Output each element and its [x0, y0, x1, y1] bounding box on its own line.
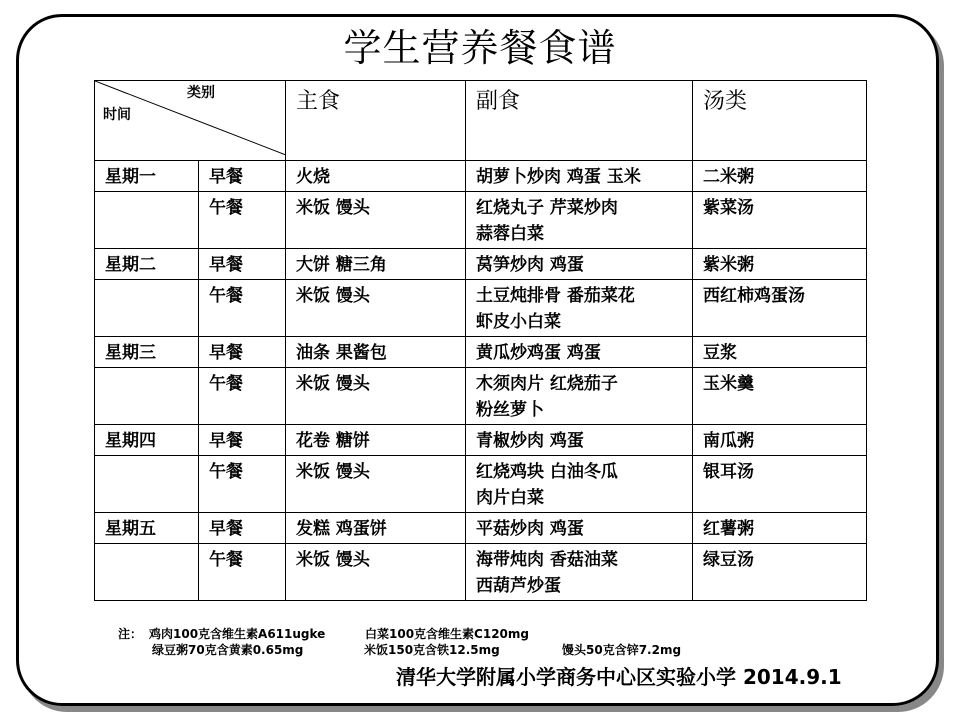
soup-cell: [693, 425, 867, 456]
soup-cell-text: 玉米羹: [703, 374, 754, 394]
table-header-row: [95, 81, 867, 161]
staple-cell-text: 米饭 馒头: [296, 462, 370, 482]
meal-cell-text: 早餐: [209, 431, 243, 451]
side-cell-text: 红烧丸子 芹菜炒肉: [476, 198, 618, 218]
day-cell: [95, 337, 199, 368]
soup-cell-text: 西红柿鸡蛋汤: [703, 286, 805, 306]
note-cabbage: 白菜100克含维生素C120mg: [365, 627, 529, 641]
soup-cell-text: 银耳汤: [703, 462, 754, 482]
meal-cell: [199, 249, 286, 280]
meal-cell-text: 早餐: [209, 167, 243, 187]
time-label: 时间: [103, 107, 131, 123]
table-row: [95, 513, 867, 544]
staple-cell: [286, 192, 466, 249]
meal-cell: [199, 513, 286, 544]
side-cell: [466, 161, 693, 192]
day-cell: [95, 249, 199, 280]
table-row: [95, 544, 867, 601]
side-cell-line2: 肉片白菜: [476, 488, 544, 508]
page-title: 学生营养餐食谱: [343, 26, 617, 70]
soup-cell: [693, 161, 867, 192]
side-cell-line2: 西葫芦炒蛋: [476, 576, 561, 596]
side-cell: [466, 192, 693, 249]
table-row: [95, 280, 867, 337]
day-cell: [95, 280, 199, 337]
side-cell: [466, 425, 693, 456]
meal-cell-text: 早餐: [209, 255, 243, 275]
soup-cell: [693, 368, 867, 425]
meal-cell-text: 午餐: [209, 550, 243, 570]
day-cell-text: 星期二: [105, 255, 156, 275]
side-cell-line2: 粉丝萝卜: [476, 400, 544, 420]
note-chicken: 鸡肉100克含维生素A611ugke: [149, 627, 326, 641]
day-cell-text: 星期一: [105, 167, 156, 187]
side-cell: [466, 513, 693, 544]
soup-cell: [693, 249, 867, 280]
staple-cell: [286, 368, 466, 425]
meal-cell: [199, 280, 286, 337]
side-cell-text: 黄瓜炒鸡蛋 鸡蛋: [476, 343, 601, 363]
side-cell: [466, 456, 693, 513]
side-cell-text: 土豆炖排骨 番茄菜花: [476, 286, 635, 306]
soup-cell-text: 绿豆汤: [703, 550, 754, 570]
column-header-staple: 主食: [286, 81, 466, 161]
meal-cell: [199, 337, 286, 368]
table-row: [95, 368, 867, 425]
soup-cell: [693, 544, 867, 601]
table-row: [95, 425, 867, 456]
staple-cell: [286, 280, 466, 337]
table-row: [95, 249, 867, 280]
corner-header-cell: [95, 81, 286, 161]
staple-cell-text: 米饭 馒头: [296, 198, 370, 218]
side-cell-text: 青椒炒肉 鸡蛋: [476, 431, 584, 451]
note-mungbean: 绿豆粥70克含黄素0.65mg: [152, 643, 304, 657]
side-cell-line2: 蒜蓉白菜: [476, 224, 544, 244]
day-cell-text: 星期三: [105, 343, 156, 363]
soup-cell: [693, 513, 867, 544]
soup-cell-text: 紫菜汤: [703, 198, 754, 218]
meal-cell: [199, 544, 286, 601]
menu-body: [95, 161, 867, 601]
note-bun: 馒头50克含锌7.2mg: [562, 643, 682, 657]
table-row: [95, 192, 867, 249]
day-cell-text: 星期四: [105, 431, 156, 451]
soup-cell-text: 紫米粥: [703, 255, 754, 275]
staple-cell: [286, 513, 466, 544]
day-cell-text: 星期五: [105, 519, 156, 539]
meal-cell: [199, 456, 286, 513]
side-cell-text: 木须肉片 红烧茄子: [476, 374, 618, 394]
side-cell-line2: 虾皮小白菜: [476, 312, 561, 332]
soup-cell-text: 二米粥: [703, 167, 754, 187]
staple-cell-text: 米饭 馒头: [296, 374, 370, 394]
day-cell: [95, 161, 199, 192]
school-footer: 清华大学附属小学商务中心区实验小学 2014.9.1: [396, 665, 842, 689]
day-cell: [95, 456, 199, 513]
soup-cell-text: 南瓜粥: [703, 431, 754, 451]
meal-cell: [199, 192, 286, 249]
side-cell-text: 莴笋炒肉 鸡蛋: [476, 255, 584, 275]
side-cell: [466, 337, 693, 368]
side-cell-text: 胡萝卜炒肉 鸡蛋 玉米: [476, 167, 641, 187]
soup-cell-text: 豆浆: [703, 343, 737, 363]
staple-cell-text: 发糕 鸡蛋饼: [296, 519, 387, 539]
side-cell-text: 红烧鸡块 白油冬瓜: [476, 462, 618, 482]
soup-cell-text: 红薯粥: [703, 519, 754, 539]
table-row: [95, 337, 867, 368]
meal-cell: [199, 368, 286, 425]
staple-cell-text: 花卷 糖饼: [296, 431, 370, 451]
table-row: [95, 161, 867, 192]
day-cell: [95, 192, 199, 249]
column-header-side: 副食: [466, 81, 693, 161]
note-rice: 米饭150克含铁12.5mg: [364, 643, 500, 657]
staple-cell-text: 火烧: [296, 167, 330, 187]
side-cell: [466, 280, 693, 337]
staple-cell-text: 油条 果酱包: [296, 343, 387, 363]
notes-prefix: 注：: [118, 627, 143, 641]
soup-cell: [693, 192, 867, 249]
staple-cell: [286, 161, 466, 192]
day-cell: [95, 425, 199, 456]
staple-cell: [286, 456, 466, 513]
menu-table: [94, 80, 867, 601]
meal-cell-text: 早餐: [209, 519, 243, 539]
side-cell-text: 平菇炒肉 鸡蛋: [476, 519, 584, 539]
meal-cell-text: 早餐: [209, 343, 243, 363]
side-cell: [466, 368, 693, 425]
meal-cell: [199, 161, 286, 192]
meal-cell-text: 午餐: [209, 374, 243, 394]
meal-cell-text: 午餐: [209, 286, 243, 306]
day-cell: [95, 368, 199, 425]
column-header-soup: 汤类: [693, 81, 867, 161]
side-cell: [466, 249, 693, 280]
staple-cell: [286, 337, 466, 368]
staple-cell-text: 大饼 糖三角: [296, 255, 387, 275]
day-cell: [95, 513, 199, 544]
meal-cell-text: 午餐: [209, 462, 243, 482]
meal-cell-text: 午餐: [209, 198, 243, 218]
day-cell: [95, 544, 199, 601]
staple-cell: [286, 249, 466, 280]
soup-cell: [693, 337, 867, 368]
staple-cell-text: 米饭 馒头: [296, 550, 370, 570]
soup-cell: [693, 280, 867, 337]
meal-cell: [199, 425, 286, 456]
staple-cell: [286, 544, 466, 601]
soup-cell: [693, 456, 867, 513]
side-cell-text: 海带炖肉 香菇油菜: [476, 550, 618, 570]
table-row: [95, 456, 867, 513]
side-cell: [466, 544, 693, 601]
staple-cell: [286, 425, 466, 456]
staple-cell-text: 米饭 馒头: [296, 286, 370, 306]
category-label: 类别: [187, 85, 215, 101]
